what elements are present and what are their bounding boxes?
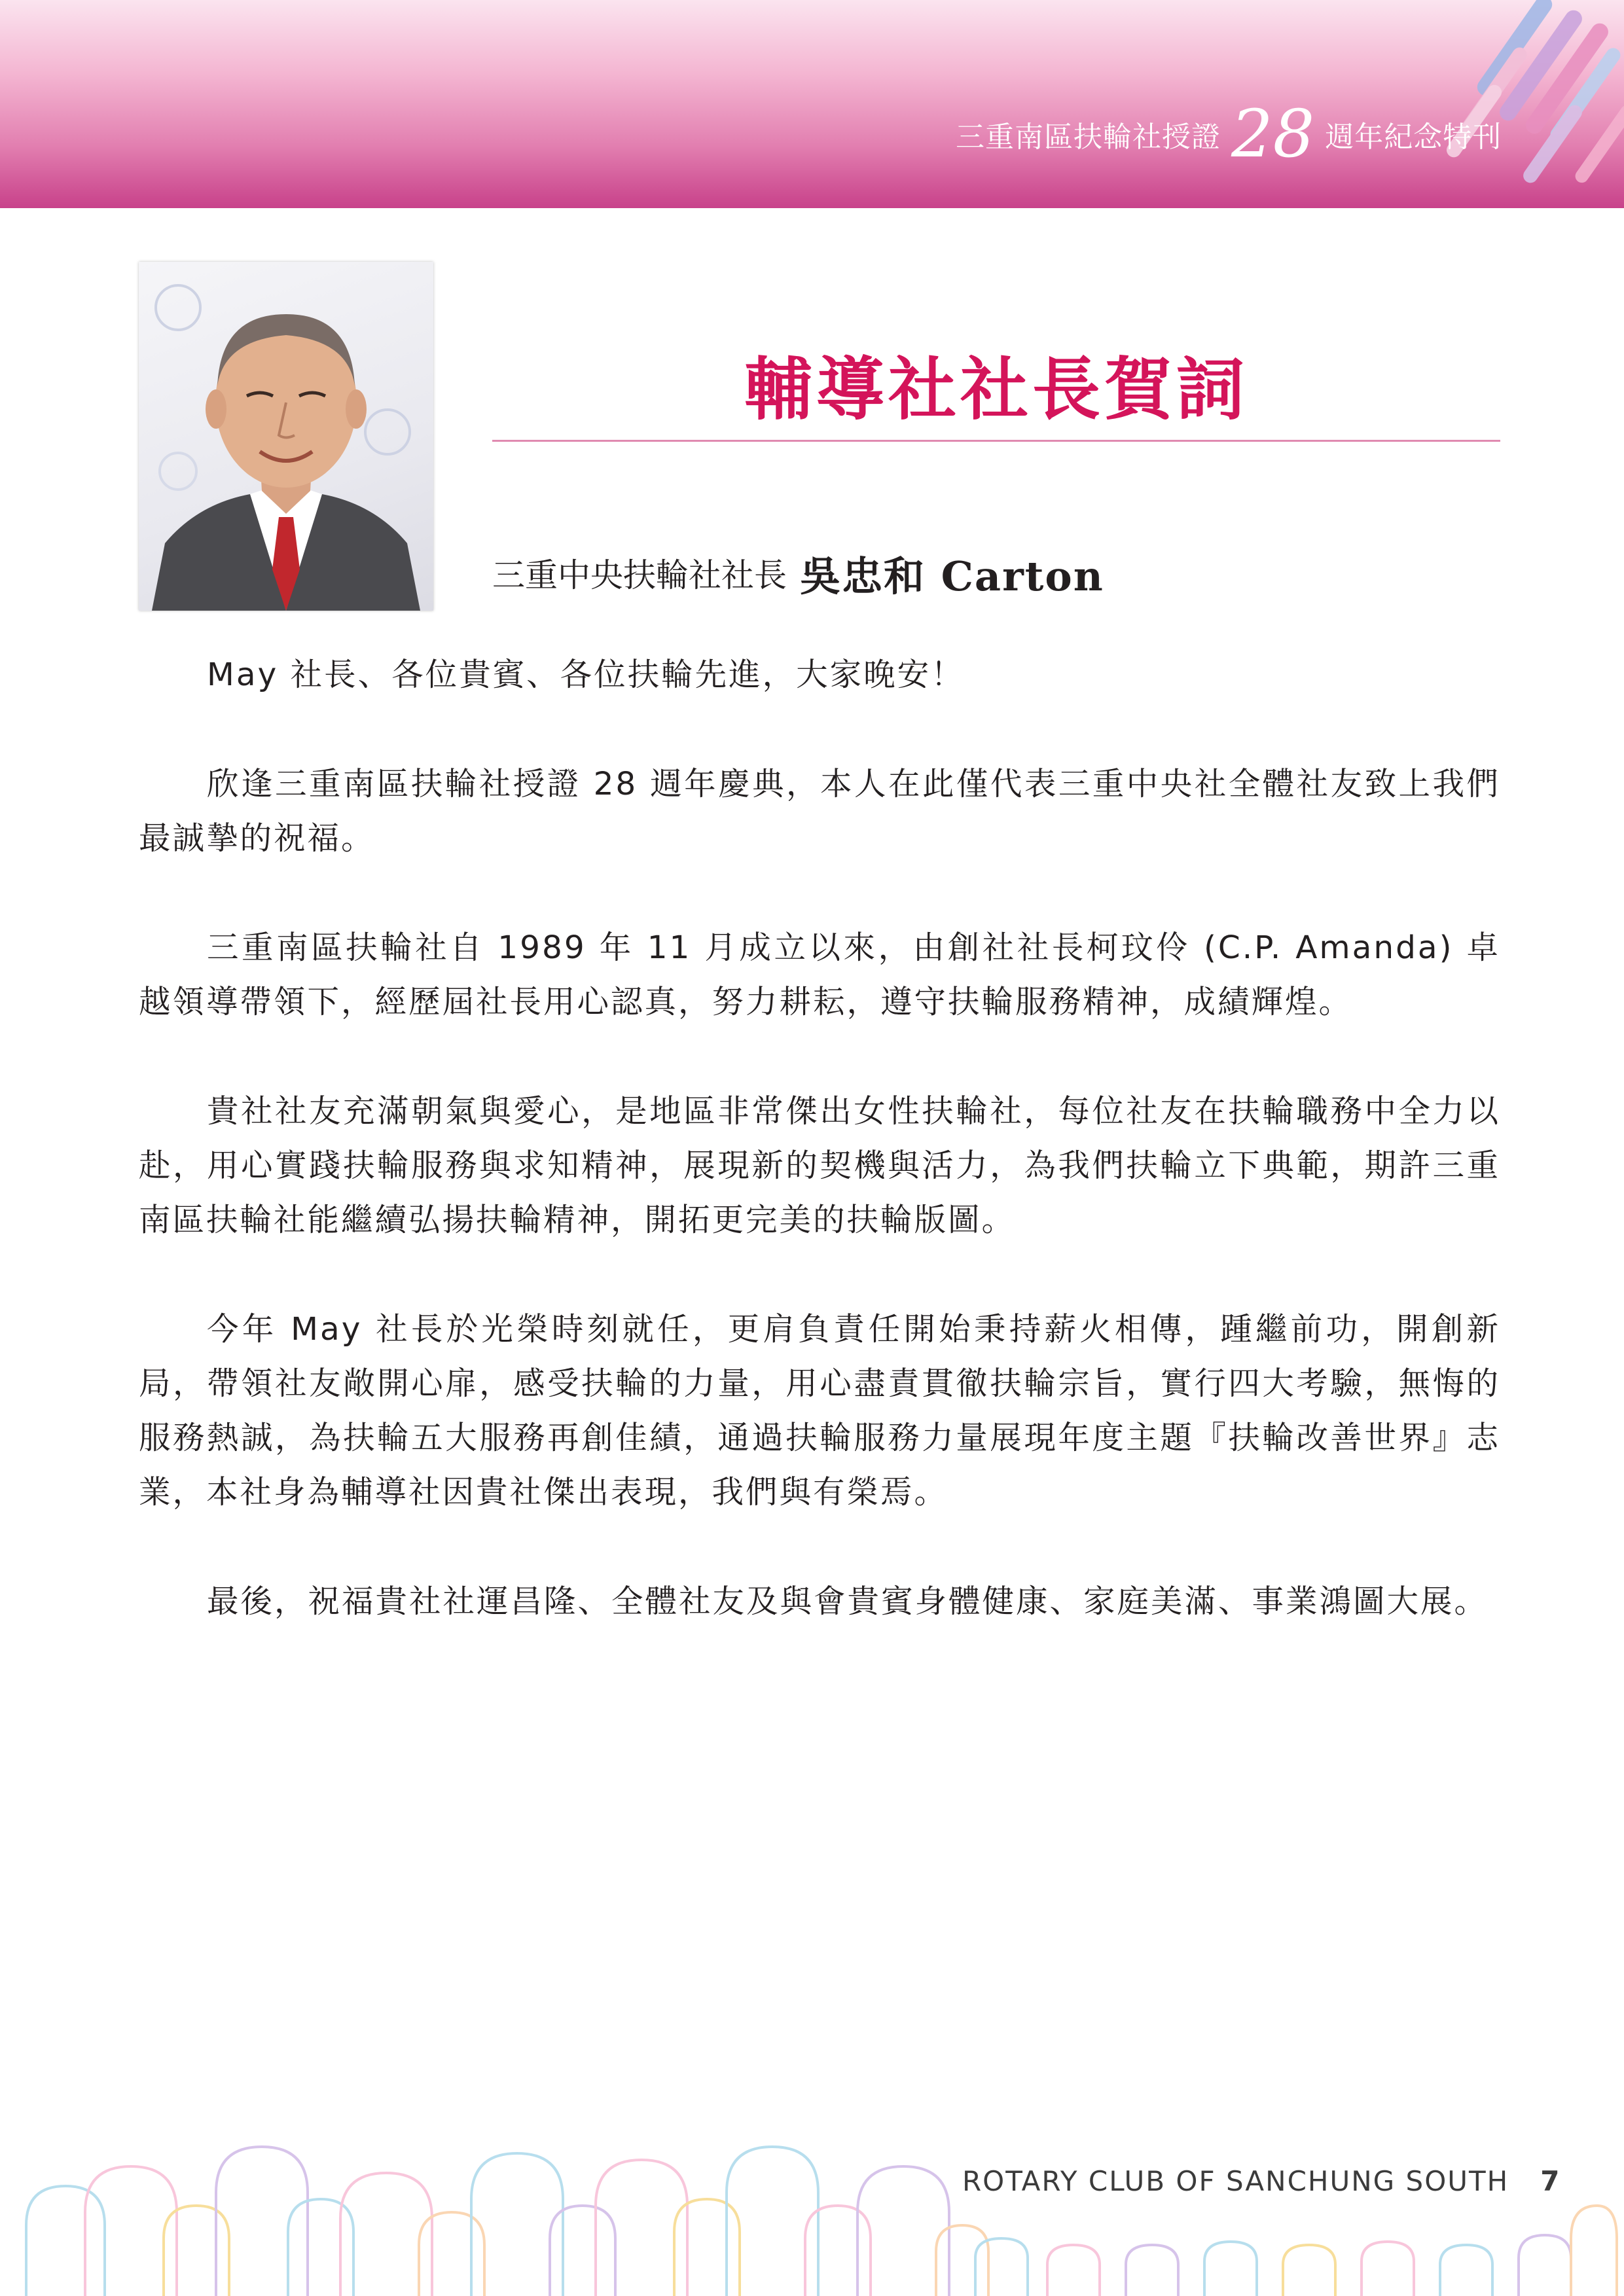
paragraph-greeting: May 社長、各位貴賓、各位扶輪先進，大家晚安！ [207, 656, 965, 693]
paragraph-president: 今年 May 社長於光榮時刻就任，更肩負責任開始秉持薪火相傳，踵繼前功，開創新局，帶領社友敞開心扉，感受扶輪的力量，用心盡責貫徹扶輪宗旨，實行四大考驗，無悔的服務熱誠，為扶輪五大服務再創佳績，通過扶輪服務力量展現年度主題『扶輪改善世界』志業，本社身為輔導社因貴社傑出表現，我們與有榮焉。 [139, 1311, 1500, 1511]
article-body [139, 648, 1500, 1684]
title-divider [492, 440, 1500, 442]
footer-arches-decoration [0, 2127, 1624, 2296]
author-name: 吳忠和 Carton [800, 552, 1104, 600]
footer [962, 2161, 1561, 2200]
footer-club-name: ROTARY CLUB OF SANCHUNG SOUTH [962, 2164, 1509, 2197]
publication-title-prefix: 三重南區扶輪社授證 [956, 120, 1221, 154]
author-line [492, 543, 1104, 602]
paragraph-closing: 最後，祝福貴社社運昌隆、全體社友及與會貴賓身體健康、家庭美滿、事業鴻圖大展。 [207, 1583, 1489, 1620]
author-role: 三重中央扶輪社社長 [492, 556, 787, 594]
author-portrait [139, 262, 433, 611]
header-band [0, 0, 1624, 208]
anniversary-number: 28 [1231, 96, 1315, 172]
paragraph-congratulation: 欣逢三重南區扶輪社授證 28 週年慶典，本人在此僅代表三重中央社全體社友致上我們最誠摯的祝福。 [139, 766, 1500, 857]
portrait-illustration [139, 262, 433, 611]
page-number: 7 [1540, 2164, 1561, 2197]
paragraph-members: 貴社社友充滿朝氣與愛心，是地區非常傑出女性扶輪社，每位社友在扶輪職務中全力以赴，用心實踐扶輪服務與求知精神，展現新的契機與活力，為我們扶輪立下典範，期許三重南區扶輪社能繼續弘揚扶輪精神，開拓更完美的扶輪版圖。 [139, 1093, 1500, 1238]
publication-title-suffix: 週年紀念特刊 [1325, 120, 1502, 154]
page-title: 輔導社社長賀詞 [744, 350, 1248, 429]
publication-title [956, 98, 1502, 170]
paragraph-history: 三重南區扶輪社自 1989 年 11 月成立以來，由創社社長柯玟伶 (C.P. Amanda) 卓越領導帶領下，經歷屆社長用心認真，努力耕耘，遵守扶輪服務精神，成績輝煌。 [139, 929, 1500, 1020]
